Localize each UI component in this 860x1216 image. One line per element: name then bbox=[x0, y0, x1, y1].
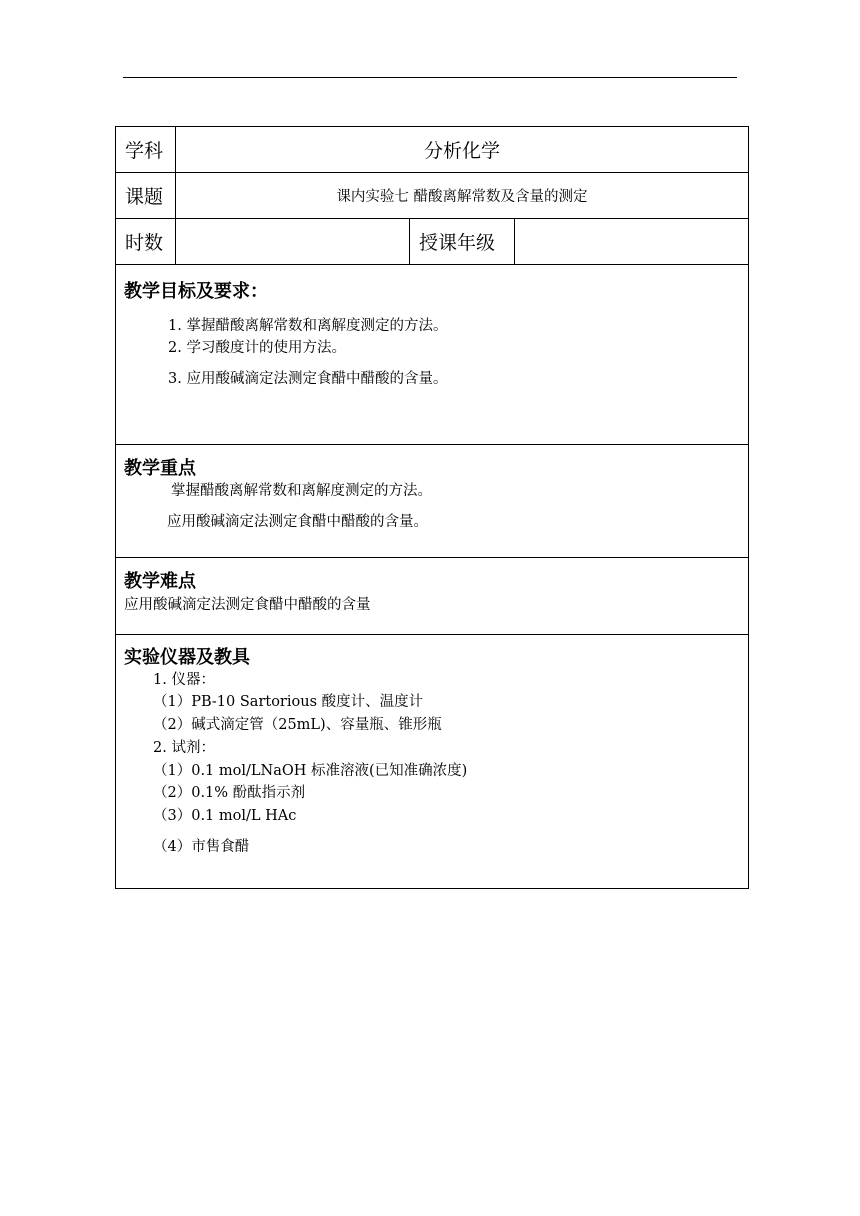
subject-label: 学科 bbox=[116, 127, 176, 173]
equipment-line: （1）PB-10 Sartorious 酸度计、温度计 bbox=[153, 694, 424, 710]
topic-row bbox=[116, 173, 749, 219]
topic-label: 课题 bbox=[116, 173, 176, 219]
objectives-section bbox=[116, 265, 749, 445]
equipment-line: （3）0.1 mol/L HAc bbox=[153, 808, 297, 824]
subject-value: 分析化学 bbox=[176, 127, 749, 173]
objective-item: 3. 应用酸碱滴定法测定食醋中醋酸的含量。 bbox=[168, 371, 448, 387]
equipment-line: （2）碱式滴定管（25mL)、容量瓶、锥形瓶 bbox=[153, 717, 442, 733]
grade-value bbox=[515, 219, 749, 265]
equipment-line: （1）0.1 mol/LNaOH 标准溶液(已知准确浓度) bbox=[153, 763, 468, 779]
hours-label: 时数 bbox=[116, 219, 176, 265]
equipment-title: 实验仪器及教具 bbox=[124, 647, 250, 668]
equipment-line: 1. 仪器： bbox=[153, 672, 215, 688]
objectives-title: 教学目标及要求： bbox=[124, 281, 268, 302]
topic-value: 课内实验七 醋酸离解常数及含量的测定 bbox=[176, 173, 749, 219]
grade-label: 授课年级 bbox=[410, 219, 515, 265]
hours-row bbox=[116, 219, 749, 265]
objective-item: 2. 学习酸度计的使用方法。 bbox=[168, 340, 346, 356]
equipment-line: （4）市售食醋 bbox=[153, 839, 250, 855]
equipment-line: （2）0.1% 酚酞指示剂 bbox=[153, 785, 306, 801]
difficulties-title: 教学难点 bbox=[124, 571, 196, 592]
key-points-title: 教学重点 bbox=[124, 458, 196, 479]
key-points-section bbox=[116, 445, 749, 558]
equipment-line: 2. 试剂： bbox=[153, 740, 215, 756]
subject-row bbox=[116, 127, 749, 173]
equipment-section bbox=[116, 635, 749, 889]
difficulty-item: 应用酸碱滴定法测定食醋中醋酸的含量 bbox=[124, 597, 371, 613]
objective-item: 1. 掌握醋酸离解常数和离解度测定的方法。 bbox=[168, 318, 448, 334]
key-point-item: 应用酸碱滴定法测定食醋中醋酸的含量。 bbox=[167, 514, 428, 530]
difficulties-section bbox=[116, 558, 749, 635]
hours-value bbox=[176, 219, 410, 265]
header-rule bbox=[123, 77, 737, 78]
lesson-plan-table bbox=[115, 126, 749, 889]
key-point-item: 掌握醋酸离解常数和离解度测定的方法。 bbox=[171, 483, 432, 499]
